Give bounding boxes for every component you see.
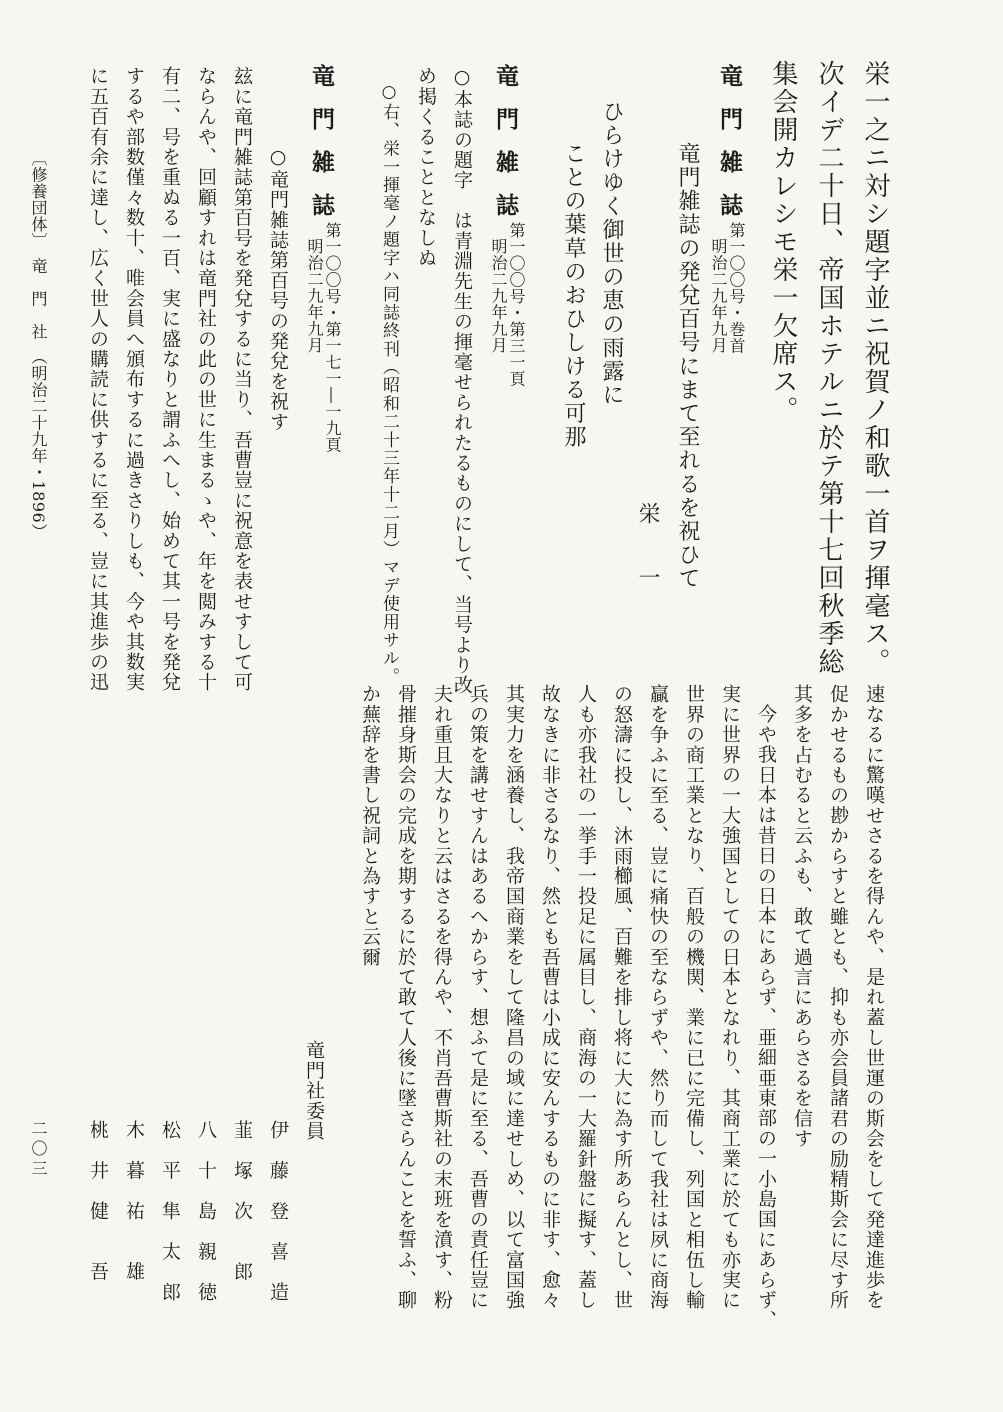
member-2: 韮 塚 次 郎: [231, 1120, 253, 1282]
body-line-15: か蕪辞を書し祝詞と為すと云爾: [359, 684, 381, 967]
body-line-8: の怒濤に投し、沐雨櫛風、百難を排し将に大に為す所あらんとし、世: [611, 684, 633, 1311]
section3-issue: 第一〇〇号・第一七一―一九頁: [323, 222, 342, 453]
intro-line-3: 集会開カレシモ栄一欠席ス。: [768, 60, 798, 424]
section3-line-4: するや部数僅々数十、唯会員へ頒布するに過きさりしも、今や其数実: [123, 66, 145, 693]
section3-line-3: 有二、号を重ぬる一百、実に盛なりと謂ふへし、始めて其一号を発兌: [159, 66, 181, 693]
member-4: 松 平 隼 太 郎: [159, 1120, 181, 1302]
body-line-6: 世界の商工業となり、百般の機関、業に已に完備し、列国と相伍し輸: [683, 684, 705, 1311]
section3-line-2: ならんや、回顧すれは竜門社の此の世に生まるゝや、年を閲みする十: [195, 66, 217, 693]
body-line-14: 骨摧身斯会の完成を期するに於て敢て人後に墜さらんことを誓ふ、聊: [395, 684, 417, 1311]
section1-issue: 第一〇〇号・巻首: [727, 222, 746, 354]
section3-line-1: 玆に竜門雑誌第百号を発兌するに当り、吾曹豈に祝意を表せすして可: [231, 66, 253, 693]
section2-line-2: め掲くることとなしぬ: [415, 66, 437, 268]
member-1: 伊 藤 登 喜 造: [267, 1120, 289, 1302]
section1-title: 竜門雑誌: [716, 64, 743, 236]
poem-line-1: ひらけゆく御世の恵の雨露に: [599, 100, 624, 407]
body-line-2: 促かせるもの尠からすと雖とも、抑も亦会員諸君の励精斯会に尽す所: [827, 684, 849, 1311]
poem-signature: 栄 一: [635, 502, 660, 598]
section1-date: 明治二九年九月: [709, 238, 728, 354]
intro-line-1: 栄一之ニ対シ題字並ニ祝賀ノ和歌一首ヲ揮毫ス。: [860, 60, 890, 676]
committee-label: 竜門社委員: [303, 1040, 325, 1141]
body-line-1: 速なるに驚嘆せさるを得んや、是れ蓋し世運の斯会をして発達進歩を: [863, 684, 885, 1311]
section2-date: 明治二九年九月: [489, 238, 508, 354]
section2-issue: 第一〇〇号・第三一頁: [507, 222, 526, 387]
body-line-12: 兵の策を講せすんはあるへからす、想ふて是に至る、吾曹の責任豈に: [467, 684, 489, 1311]
page-number: 二〇三: [29, 1120, 48, 1180]
section3-date: 明治二九年九月: [305, 238, 324, 354]
section2-line-1: ○本誌の題字 は青淵先生の揮毫せられたるものにして、当号より改: [451, 66, 473, 696]
poem-line-2: ことの葉草のおひしける可那: [561, 142, 586, 449]
body-line-4: 今や我日本は昔日の日本にあらず、亜細亜東部の一小島国にあらず、: [755, 704, 777, 1331]
body-line-9: 人も亦我社の一挙手一投足に属目し、商海の一大羅針盤に擬す、蓋し: [575, 684, 597, 1311]
body-line-10: 故なきに非さるなり、然とも吾曹は小成に安んするものに非す、愈々: [539, 684, 561, 1311]
source-note: 〔修養団体〕 竜 門 社 （明治二十九年・1896）: [29, 150, 48, 540]
section2-line-3: ○右、栄一揮毫ノ題字ハ同誌終刊（昭和二十三年十二月）マデ使用サル。: [379, 82, 399, 686]
body-line-5: 実に世界の一大強国としての日本となれり、其商工業に於ても亦実に: [719, 684, 741, 1311]
body-line-3: 其多を占むると云ふも、敢て過言にあらさるを信す: [791, 684, 813, 1149]
intro-line-2: 次イデ二十日、帝国ホテルニ於テ第十七回秋季総: [814, 60, 844, 676]
member-5: 木 暮 祐 雄: [123, 1120, 145, 1282]
section3-title: 竜門雑誌: [308, 64, 335, 236]
section3-line-5: に五百有余に達し、広く世人の購読に供するに至る、豈に其進歩の迅: [87, 66, 109, 693]
body-line-13: 夫れ重且大なりと云はさるを得んや、不肖吾曹斯社の末班を濆す、粉: [431, 684, 453, 1311]
member-6: 桃 井 健 吾: [87, 1120, 109, 1282]
body-line-11: 其実力を涵養し、我帝国商業をして隆昌の域に達せしめ、以て富国強: [503, 684, 525, 1311]
body-line-7: 贏を争ふに至る、豈に痛快の至ならずや、然り而して我社は夙に商海: [647, 684, 669, 1311]
section2-title: 竜門雑誌: [492, 64, 519, 236]
section1-subtitle: 竜門雑誌の発兌百号にまて至れるを祝ひて: [675, 142, 700, 591]
section3-heading: ○竜門雑誌第百号の発兌を祝す: [267, 146, 289, 432]
member-3: 八 十 島 親 徳: [195, 1120, 217, 1302]
